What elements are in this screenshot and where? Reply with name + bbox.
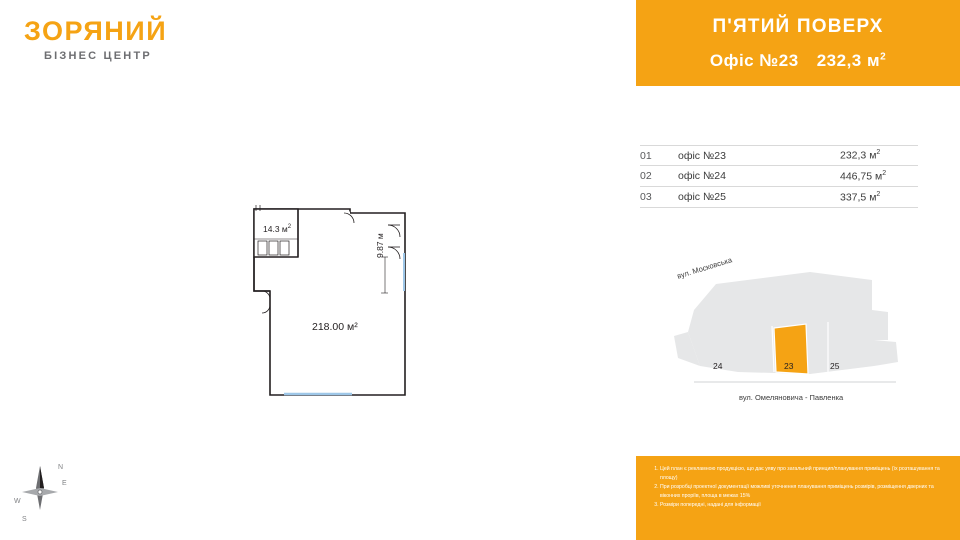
floor-title: П'ЯТИЙ ПОВЕРХ [712, 15, 884, 37]
legend-number: 02 [640, 170, 652, 182]
compass-label-north: N [58, 464, 64, 471]
floor-header-banner [636, 0, 960, 86]
site-key-plan [660, 262, 910, 407]
office-summary [710, 51, 886, 71]
logo-title: ЗОРЯНИЙ [24, 16, 168, 46]
brand-logo [24, 18, 284, 62]
logo-subtitle: БІЗНЕС ЦЕНТР [44, 50, 152, 62]
plan-vertical-dimension-label: 9.87 м [375, 233, 385, 258]
legend-area: 446,75 $м^2$ [840, 169, 887, 183]
plan-small-room-area-label: 14.3 $м^2$ [263, 224, 292, 234]
compass-needle-north [40, 466, 44, 488]
keyplan-street-top-label: вул. Московська [676, 255, 734, 281]
compass-label-east: E [62, 480, 67, 487]
keyplan-street-bottom-label: вул. Омеляновича - Павленка [739, 393, 844, 402]
disclaimer-item: 2. При розробці проектної документації можливі уточнення планування приміщень розмірів, розміщення дверних та віконних проріїв, площа в межах 15% [660, 483, 947, 501]
keyplan-wing-right [874, 340, 898, 366]
disclaimer-note [636, 456, 960, 540]
plan-door-swing-corridor [262, 291, 270, 299]
compass-label-south: S [22, 516, 27, 523]
legend-area: 232,3 $м^2$ [840, 149, 881, 162]
compass-rose [14, 458, 84, 528]
office-legend-table [640, 145, 918, 208]
office-area: 232,3 $м^2$ [816, 50, 887, 70]
legend-number: 01 [640, 149, 652, 162]
keyplan-label-25: 25 [830, 361, 840, 371]
compass-center [38, 490, 42, 494]
keyplan-label-24: 24 [713, 361, 723, 371]
keyplan-label-23: 23 [784, 361, 794, 371]
plan-door-swing-corridor-2 [262, 305, 270, 313]
disclaimer-item: 1. Цей план є рекламною продукцією, що дає уяву про загальний принцип/планування приміщень (їх розташування та площу) [660, 465, 947, 483]
legend-area: 337,5 $м^2$ [840, 190, 881, 204]
legend-name: офіс №23 [678, 149, 726, 162]
table-row [640, 166, 918, 187]
legend-name: офіс №24 [678, 170, 726, 182]
legend-number: 03 [640, 191, 652, 203]
plan-main-room-area-label: 218.00 м² [312, 321, 358, 333]
disclaimer-item: 3. Розміри попередні, надані для інформації [660, 501, 947, 510]
table-row [640, 187, 918, 208]
legend-name: офіс №25 [678, 191, 726, 203]
compass-label-west: W [14, 498, 21, 505]
table-row [640, 145, 918, 166]
office-label: Офіс №23 [709, 50, 799, 70]
